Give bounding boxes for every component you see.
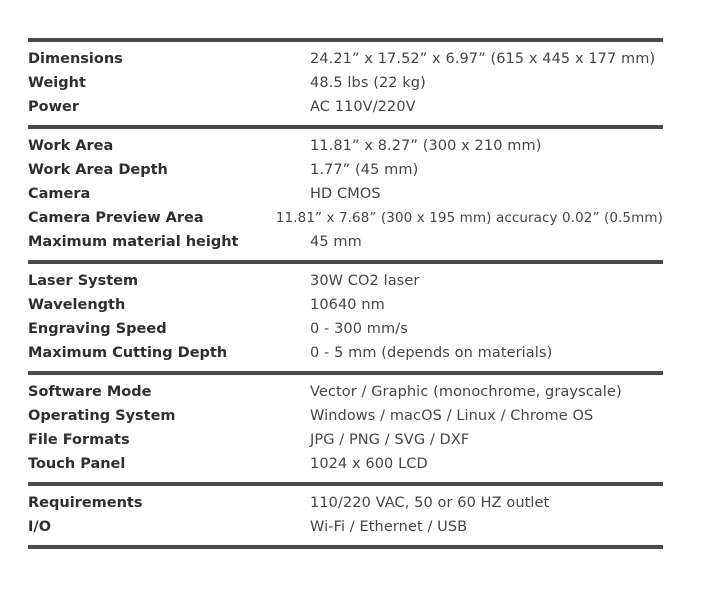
spec-row [28,317,663,341]
spec-value: 1.77” (45 mm) [310,162,419,178]
spec-label: Wavelength [28,297,126,313]
spec-row [28,404,663,428]
spec-row [28,341,663,365]
spec-label: Maximum material height [28,234,239,250]
spec-value: AC 110V/220V [310,99,416,115]
spec-group-work-area [28,129,663,260]
spec-row [28,293,663,317]
spec-value: Vector / Graphic (monochrome, grayscale) [310,384,622,400]
spec-value: 11.81” x 7.68” (300 x 195 mm) accuracy 0.02” (0.5mm) [275,210,663,226]
spec-row [28,380,663,404]
spec-value: 11.81” x 8.27” (300 x 210 mm) [310,138,542,154]
spec-row [28,95,663,119]
spec-row [28,71,663,95]
spec-value: 30W CO2 laser [310,273,420,289]
spec-label: Maximum Cutting Depth [28,345,228,361]
spec-group-laser [28,264,663,371]
spec-label: Camera [28,186,91,202]
spec-label: Engraving Speed [28,321,167,337]
spec-label: Camera Preview Area [28,210,204,226]
spec-label: Operating System [28,408,176,424]
spec-value: 24.21” x 17.52” x 6.97” (615 x 445 x 177 mm) [310,51,656,67]
spec-row [28,428,663,452]
spec-row [28,230,663,254]
spec-row [28,269,663,293]
spec-value: Windows / macOS / Linux / Chrome OS [310,408,594,424]
spec-value: JPG / PNG / SVG / DXF [310,432,470,448]
divider [28,545,663,549]
spec-value: 10640 nm [310,297,385,313]
spec-value: 0 - 5 mm (depends on materials) [310,345,553,361]
spec-row [28,515,663,539]
spec-group-connectivity [28,486,663,545]
spec-row [28,158,663,182]
spec-row [28,134,663,158]
spec-value: 48.5 lbs (22 kg) [310,75,426,91]
spec-label: Power [28,99,79,115]
spec-value: HD CMOS [310,186,381,202]
spec-label: Weight [28,75,86,91]
spec-label: Touch Panel [28,456,126,472]
spec-value: 0 - 300 mm/s [310,321,408,337]
spec-label: Requirements [28,495,143,511]
spec-table [28,38,663,549]
spec-value: 45 mm [310,234,362,250]
spec-row [28,452,663,476]
spec-group-physical [28,42,663,125]
spec-label: Work Area [28,138,114,154]
spec-label: File Formats [28,432,130,448]
spec-label: Laser System [28,273,139,289]
spec-row [28,491,663,515]
spec-value: Wi-Fi / Ethernet / USB [310,519,468,535]
spec-value: 1024 x 600 LCD [310,456,428,472]
spec-group-software [28,375,663,482]
spec-label: Dimensions [28,51,123,67]
spec-row [28,47,663,71]
spec-row [28,182,663,206]
spec-label: Software Mode [28,384,152,400]
spec-row [28,206,663,230]
spec-label: I/O [28,519,52,535]
spec-value: 110/220 VAC, 50 or 60 HZ outlet [310,495,550,511]
spec-label: Work Area Depth [28,162,168,178]
